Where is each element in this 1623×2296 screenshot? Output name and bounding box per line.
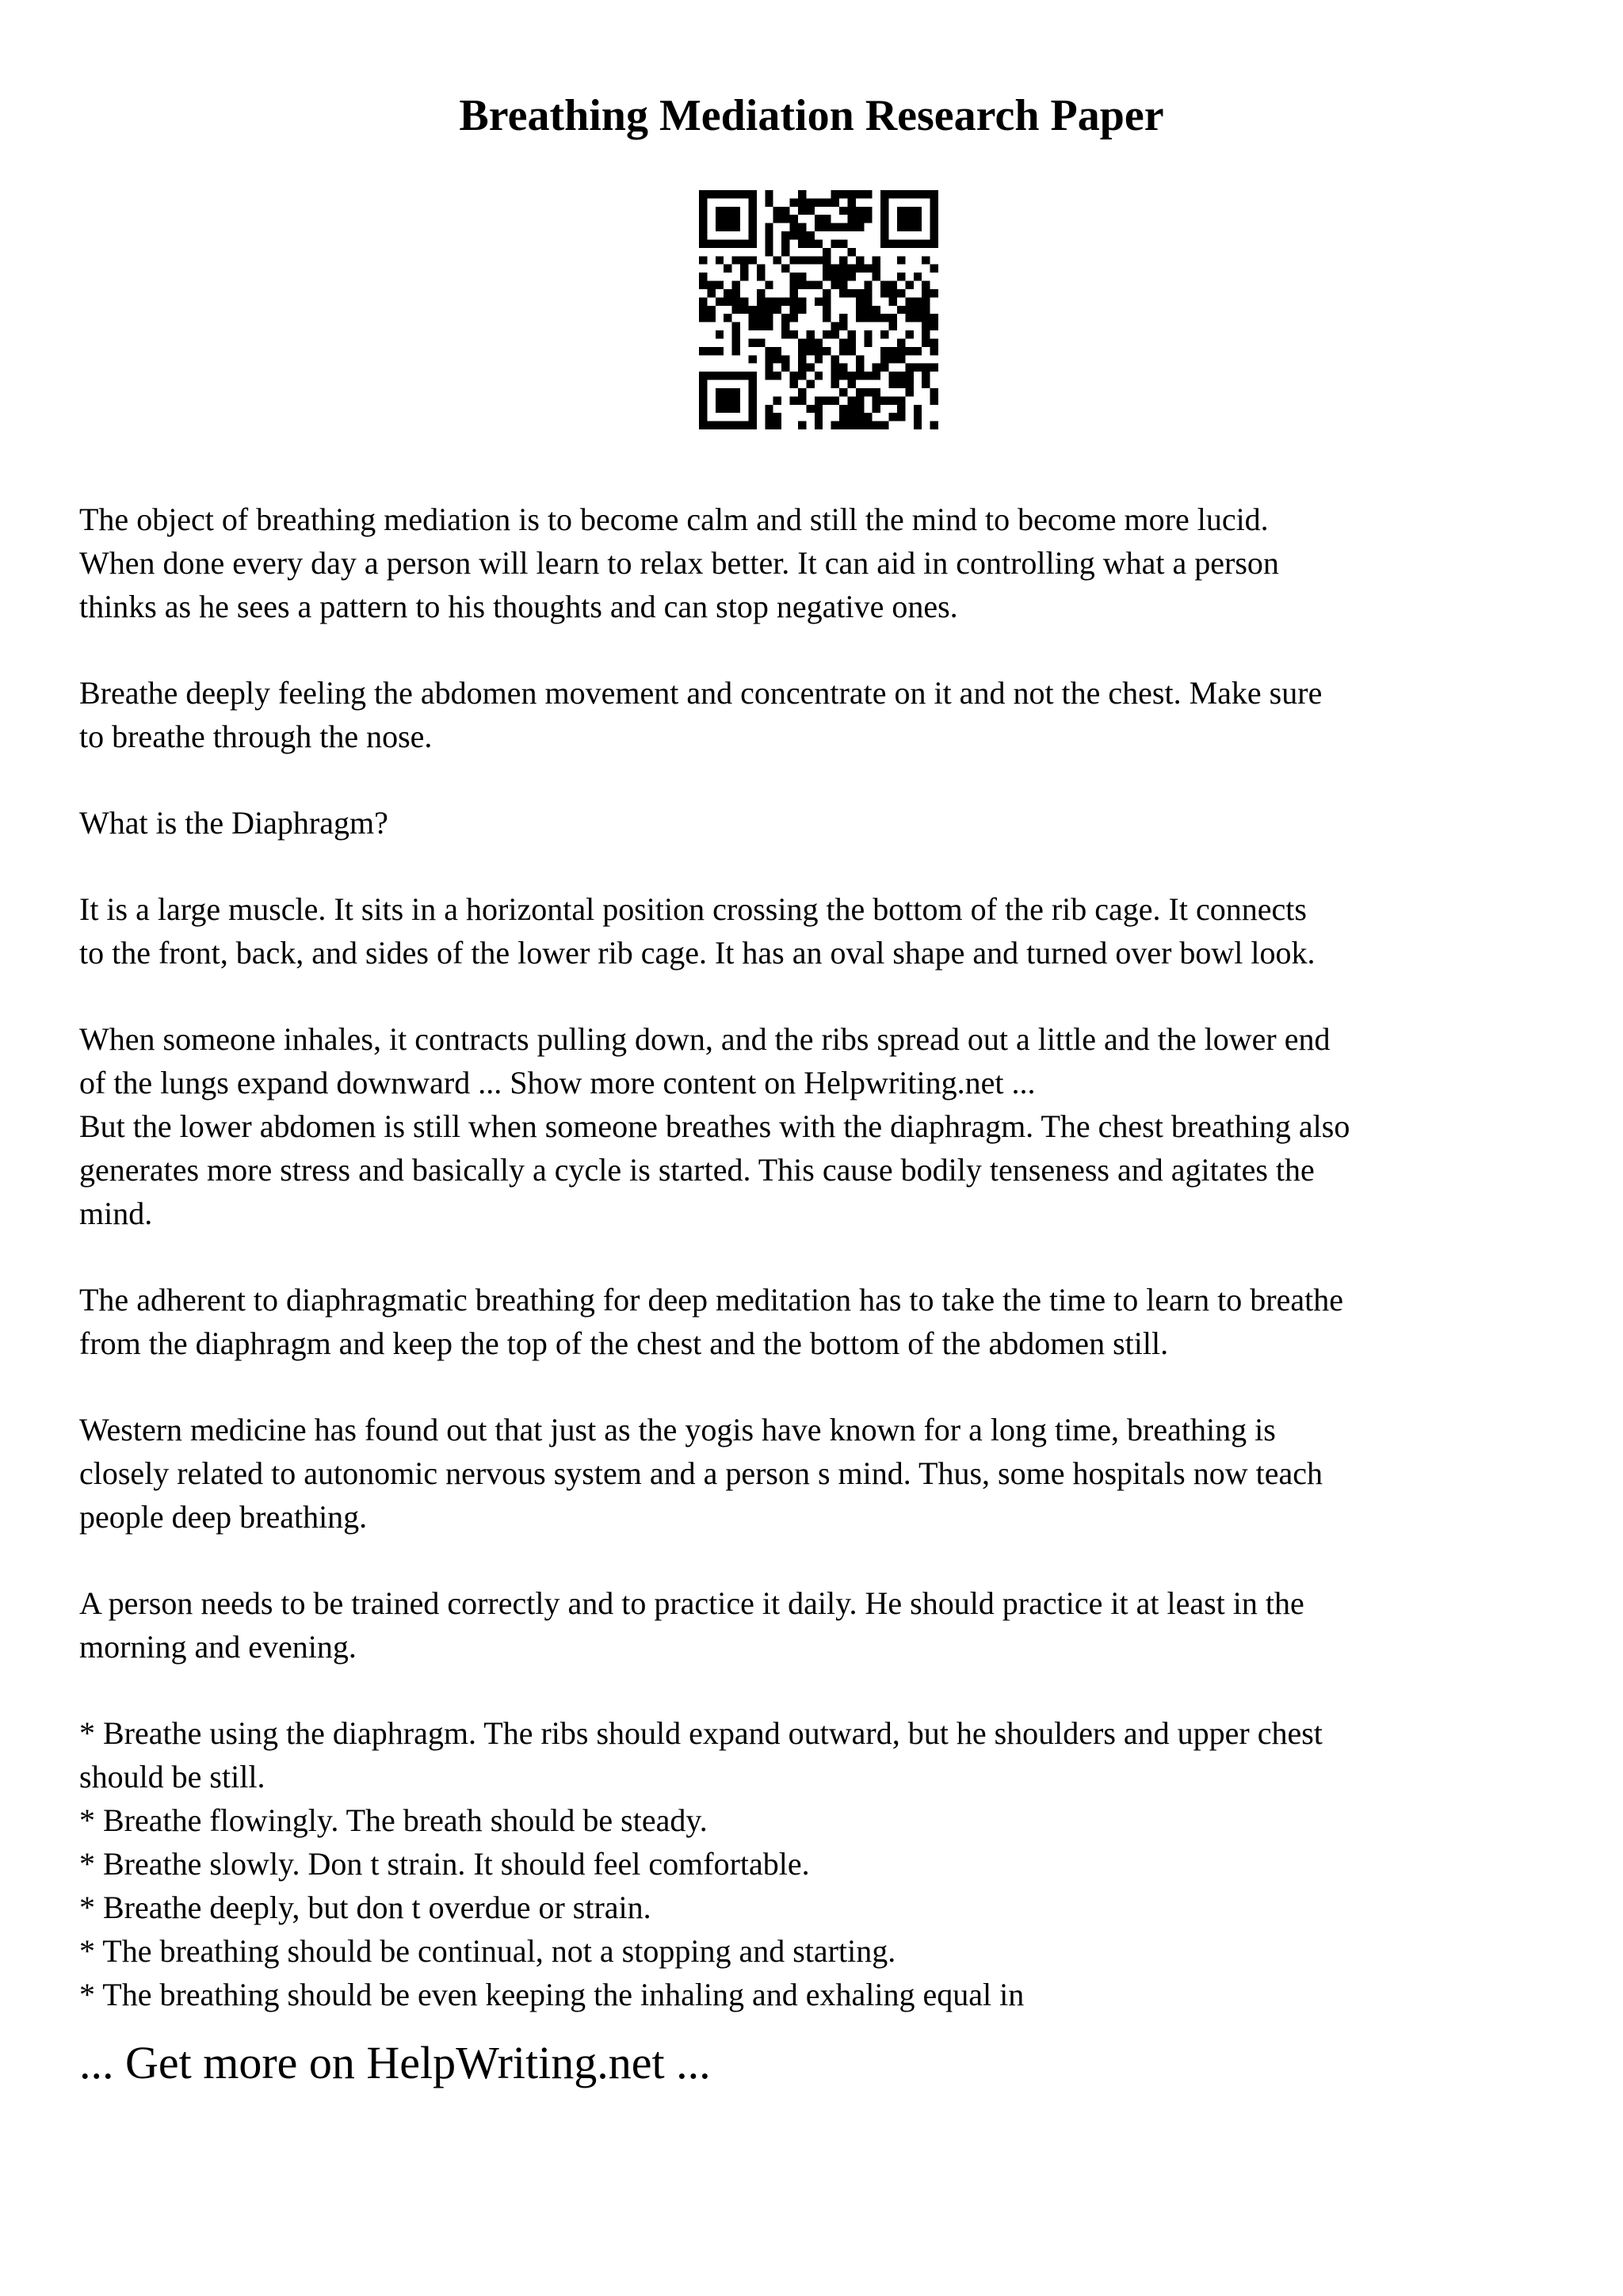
text-line: * Breathe using the diaphragm. The ribs should expand outward, but he shoulders and upper chest bbox=[79, 1715, 1323, 1751]
page-title: Breathing Mediation Research Paper bbox=[459, 91, 1164, 140]
paragraph-gap bbox=[79, 974, 1585, 1017]
text-line: When someone inhales, it contracts pulling down, and the ribs spread out a little and the lower end bbox=[79, 1021, 1331, 1057]
text-line: The object of breathing mediation is to become calm and still the mind to become more lucid. bbox=[79, 502, 1269, 537]
get-more-link[interactable]: ... Get more on HelpWriting.net ... bbox=[79, 2037, 711, 2088]
text-line: generates more stress and basically a cycle is started. This cause bodily tenseness and agitates the bbox=[79, 1152, 1315, 1188]
paragraph-gap bbox=[79, 1539, 1585, 1581]
text-line: morning and evening. bbox=[79, 1629, 357, 1665]
paragraph-gap bbox=[79, 845, 1585, 887]
paragraph bbox=[79, 1581, 1585, 1669]
text-line: to breathe through the nose. bbox=[79, 719, 433, 754]
text-line: Breathe deeply feeling the abdomen movement and concentrate on it and not the chest. Make sure bbox=[79, 675, 1323, 711]
paragraph bbox=[79, 801, 1585, 845]
text-line: of the lungs expand downward ... Show more content on Helpwriting.net ... bbox=[79, 1065, 1036, 1100]
text-line: thinks as he sees a pattern to his thoughts and can stop negative ones. bbox=[79, 589, 958, 624]
document-body bbox=[79, 498, 1585, 2016]
paragraph bbox=[79, 1017, 1585, 1235]
paragraph-gap bbox=[79, 1365, 1585, 1408]
paragraph bbox=[79, 1408, 1585, 1539]
paragraph bbox=[79, 887, 1585, 974]
paragraph bbox=[79, 1711, 1585, 2016]
text-line: * The breathing should be even keeping the inhaling and exhaling equal in bbox=[79, 1977, 1025, 2012]
text-line: A person needs to be trained correctly and to practice it daily. He should practice it at least in the bbox=[79, 1585, 1304, 1621]
text-line: * The breathing should be continual, not a stopping and starting. bbox=[79, 1933, 896, 1969]
text-line: The adherent to diaphragmatic breathing for deep meditation has to take the time to learn to breathe bbox=[79, 1282, 1343, 1318]
paragraph bbox=[79, 498, 1585, 628]
text-line: should be still. bbox=[79, 1759, 265, 1794]
text-line: people deep breathing. bbox=[79, 1499, 368, 1535]
text-line: to the front, back, and sides of the lower rib cage. It has an oval shape and turned over bowl look. bbox=[79, 935, 1316, 971]
text-line: from the diaphragm and keep the top of the chest and the bottom of the abdomen still. bbox=[79, 1325, 1169, 1361]
paragraph-gap bbox=[79, 1235, 1585, 1278]
text-line: * Breathe slowly. Don t strain. It should feel comfortable. bbox=[79, 1846, 810, 1882]
text-line: mind. bbox=[79, 1196, 153, 1231]
text-line: What is the Diaphragm? bbox=[79, 805, 388, 841]
text-line: When done every day a person will learn to relax better. It can aid in controlling what a person bbox=[79, 545, 1279, 581]
text-line: * Breathe deeply, but don t overdue or strain. bbox=[79, 1890, 651, 1925]
qr-code-icon bbox=[699, 190, 938, 429]
paragraph-gap bbox=[79, 628, 1585, 671]
text-line: But the lower abdomen is still when someone breathes with the diaphragm. The chest breathing also bbox=[79, 1108, 1350, 1144]
text-line: * Breathe flowingly. The breath should be steady. bbox=[79, 1802, 708, 1838]
paragraph-gap bbox=[79, 1669, 1585, 1711]
text-line: closely related to autonomic nervous system and a person s mind. Thus, some hospitals now teach bbox=[79, 1455, 1323, 1491]
text-line: Western medicine has found out that just as the yogis have known for a long time, breathing is bbox=[79, 1412, 1276, 1447]
paragraph bbox=[79, 671, 1585, 758]
paragraph bbox=[79, 1278, 1585, 1365]
paragraph-gap bbox=[79, 758, 1585, 801]
text-line: It is a large muscle. It sits in a horizontal position crossing the bottom of the rib cage. It connects bbox=[79, 891, 1307, 927]
